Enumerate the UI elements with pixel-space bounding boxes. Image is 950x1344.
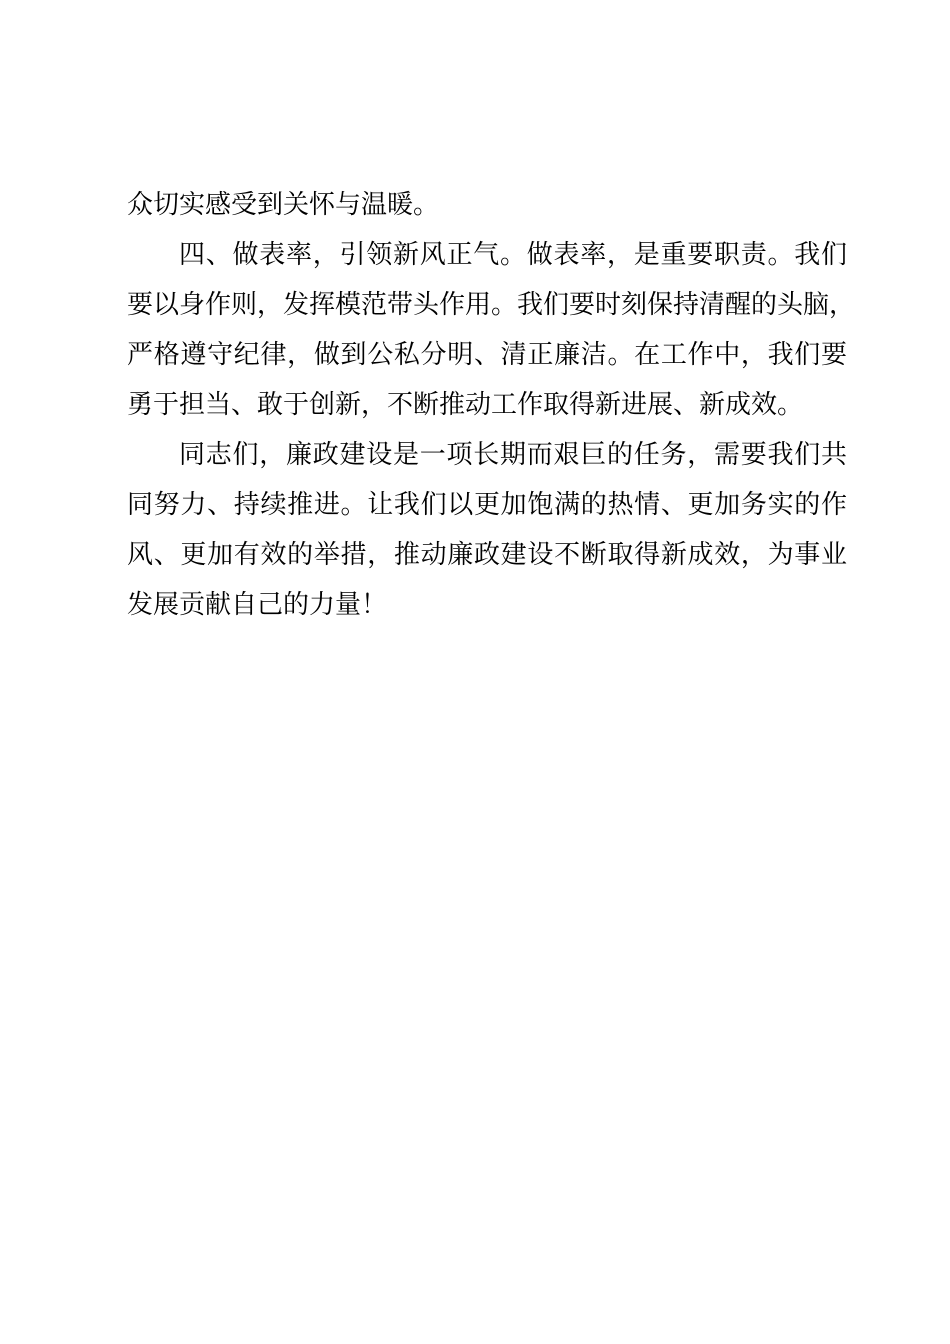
text-line: 同志们，廉政建设是一项长期而艰巨的任务，需要我们共 — [179, 440, 847, 470]
text-line: 风、更加有效的举措，推动廉政建设不断取得新成效，为事业 — [127, 540, 847, 570]
text-line: 众切实感受到关怀与温暖。 — [127, 190, 440, 220]
paragraph-continuation — [127, 180, 847, 230]
text-line: 同努力、持续推进。让我们以更加饱满的热情、更加务实的作 — [127, 490, 847, 520]
paragraph-lead-by-example — [127, 230, 856, 430]
document-body — [127, 180, 856, 630]
text-line: 发展贡献自己的力量！ — [127, 590, 388, 620]
text-line: 四、做表率，引领新风正气。做表率，是重要职责。我们 — [179, 240, 847, 270]
text-line: 严格遵守纪律，做到公私分明、清正廉洁。在工作中，我们要 — [127, 340, 847, 370]
paragraph-closing — [127, 430, 847, 630]
text-line: 勇于担当、敢于创新，不断推动工作取得新进展、新成效。 — [127, 390, 804, 420]
text-line: 要以身作则，发挥模范带头作用。我们要时刻保持清醒的头脑， — [127, 290, 856, 320]
